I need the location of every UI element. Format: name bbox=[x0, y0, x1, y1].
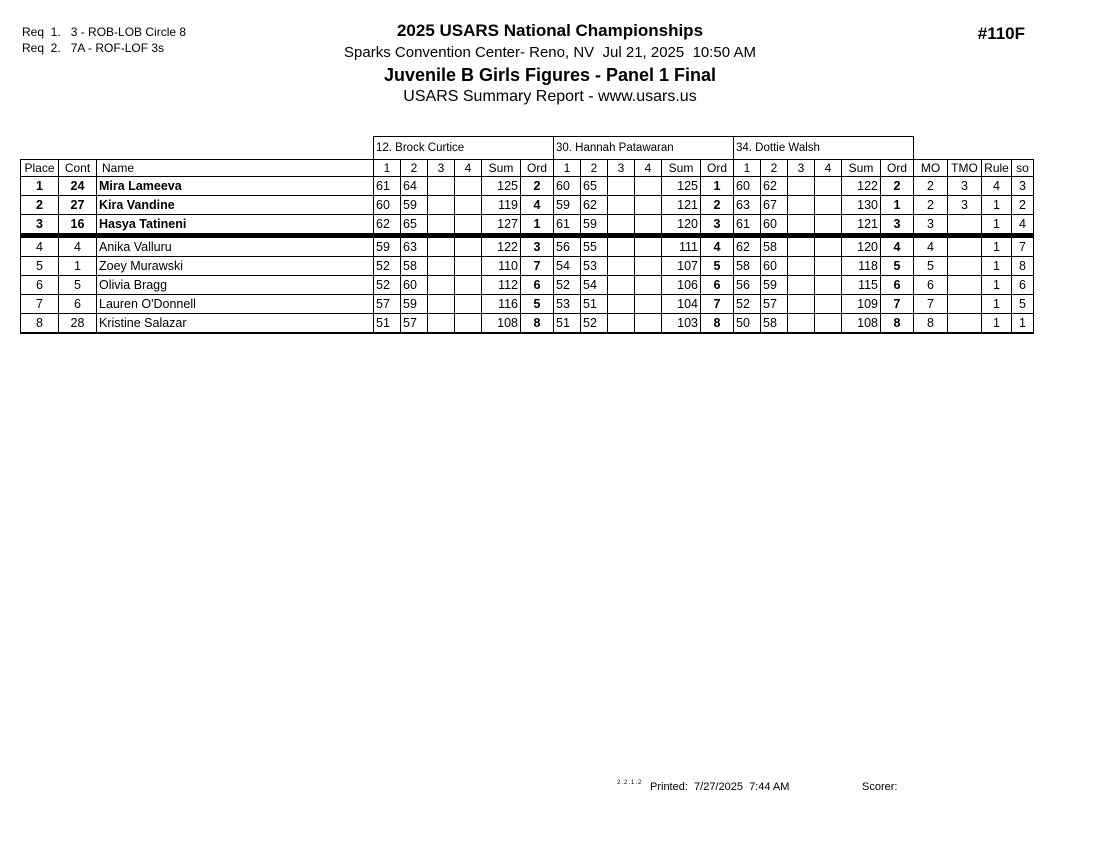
cell-skater-name: Kira Vandine bbox=[97, 196, 374, 215]
cell-rule: 1 bbox=[982, 257, 1012, 276]
cell-judge2-sum: 121 bbox=[662, 196, 701, 215]
cell-judge2-score3 bbox=[608, 314, 635, 334]
judge-row-right-spacer bbox=[914, 137, 1034, 160]
cell-judge2-score3 bbox=[608, 257, 635, 276]
cell-judge3-sum: 115 bbox=[842, 276, 881, 295]
cell-judge3-sum: 121 bbox=[842, 215, 881, 236]
cell-place: 4 bbox=[21, 236, 59, 257]
col-header-judge2-sum: Sum bbox=[662, 160, 701, 177]
cell-judge2-ord: 2 bbox=[701, 196, 734, 215]
col-header-judge2-ord: Ord bbox=[701, 160, 734, 177]
cell-skater-name: Lauren O'Donnell bbox=[97, 295, 374, 314]
cell-judge1-score4 bbox=[455, 276, 482, 295]
cell-judge1-score3 bbox=[428, 236, 455, 257]
cell-judge2-score4 bbox=[635, 295, 662, 314]
cell-skater-name: Kristine Salazar bbox=[97, 314, 374, 334]
cell-judge1-score1: 60 bbox=[374, 196, 401, 215]
cell-judge1-score1: 61 bbox=[374, 177, 401, 196]
cell-judge3-score1: 56 bbox=[734, 276, 761, 295]
cell-rule: 4 bbox=[982, 177, 1012, 196]
col-header-so: so bbox=[1012, 160, 1034, 177]
cell-judge1-score1: 62 bbox=[374, 215, 401, 236]
report-number: #110F bbox=[977, 24, 1025, 43]
cell-judge2-ord: 4 bbox=[701, 236, 734, 257]
cell-judge2-ord: 8 bbox=[701, 314, 734, 334]
cell-judge1-score3 bbox=[428, 276, 455, 295]
col-header-judge3-2: 2 bbox=[761, 160, 788, 177]
cell-judge3-score1: 50 bbox=[734, 314, 761, 334]
cell-judge1-score3 bbox=[428, 196, 455, 215]
cell-judge1-score2: 64 bbox=[401, 177, 428, 196]
cell-so: 5 bbox=[1012, 295, 1034, 314]
judge-header-row bbox=[21, 137, 1034, 160]
cell-judge1-ord: 2 bbox=[521, 177, 554, 196]
cell-judge2-sum: 120 bbox=[662, 215, 701, 236]
col-header-judge2-3: 3 bbox=[608, 160, 635, 177]
cell-judge1-score2: 59 bbox=[401, 295, 428, 314]
cell-judge2-score2: 51 bbox=[581, 295, 608, 314]
software-version: 2.2.1.2 bbox=[617, 780, 643, 786]
cell-judge2-score4 bbox=[635, 276, 662, 295]
cell-judge1-ord: 4 bbox=[521, 196, 554, 215]
cell-judge1-score4 bbox=[455, 295, 482, 314]
col-header-judge3-sum: Sum bbox=[842, 160, 881, 177]
cell-judge1-ord: 6 bbox=[521, 276, 554, 295]
cell-judge1-score4 bbox=[455, 257, 482, 276]
result-row bbox=[21, 295, 1034, 314]
cell-judge1-sum: 122 bbox=[482, 236, 521, 257]
cell-judge1-score4 bbox=[455, 215, 482, 236]
cell-judge2-score1: 51 bbox=[554, 314, 581, 334]
cell-judge2-sum: 104 bbox=[662, 295, 701, 314]
cell-judge1-sum: 116 bbox=[482, 295, 521, 314]
column-header-row bbox=[21, 160, 1034, 177]
cell-so: 3 bbox=[1012, 177, 1034, 196]
cell-mo: 5 bbox=[914, 257, 948, 276]
cell-skater-name: Hasya Tatineni bbox=[97, 215, 374, 236]
cell-judge3-score3 bbox=[788, 295, 815, 314]
cell-judge3-sum: 109 bbox=[842, 295, 881, 314]
event-title: Juvenile B Girls Figures - Panel 1 Final bbox=[383, 65, 717, 85]
cell-tmo bbox=[948, 257, 982, 276]
cell-judge2-ord: 1 bbox=[701, 177, 734, 196]
cell-judge2-sum: 103 bbox=[662, 314, 701, 334]
cell-judge3-score4 bbox=[815, 215, 842, 236]
cell-judge3-ord: 2 bbox=[881, 177, 914, 196]
cell-place: 2 bbox=[21, 196, 59, 215]
cell-judge2-score1: 52 bbox=[554, 276, 581, 295]
cell-cont: 16 bbox=[59, 215, 97, 236]
cell-rule: 1 bbox=[982, 215, 1012, 236]
col-header-judge1-2: 2 bbox=[401, 160, 428, 177]
cell-judge2-score4 bbox=[635, 236, 662, 257]
cell-judge1-score1: 52 bbox=[374, 276, 401, 295]
cell-judge1-score4 bbox=[455, 314, 482, 334]
cell-judge3-ord: 5 bbox=[881, 257, 914, 276]
cell-rule: 1 bbox=[982, 236, 1012, 257]
judge-3-header: 34. Dottie Walsh bbox=[734, 137, 914, 160]
cell-tmo bbox=[948, 295, 982, 314]
cell-place: 3 bbox=[21, 215, 59, 236]
cell-judge2-score3 bbox=[608, 215, 635, 236]
cell-judge2-score1: 60 bbox=[554, 177, 581, 196]
cell-judge3-score4 bbox=[815, 196, 842, 215]
cell-skater-name: Olivia Bragg bbox=[97, 276, 374, 295]
cell-judge3-score1: 63 bbox=[734, 196, 761, 215]
col-header-place: Place bbox=[21, 160, 59, 177]
cell-judge2-score2: 62 bbox=[581, 196, 608, 215]
cell-judge3-score3 bbox=[788, 196, 815, 215]
cell-place: 5 bbox=[21, 257, 59, 276]
cell-judge1-score1: 57 bbox=[374, 295, 401, 314]
cell-skater-name: Mira Lameeva bbox=[97, 177, 374, 196]
cell-judge3-ord: 6 bbox=[881, 276, 914, 295]
cell-tmo: 3 bbox=[948, 196, 982, 215]
cell-judge1-score2: 58 bbox=[401, 257, 428, 276]
result-row bbox=[21, 215, 1034, 236]
cell-judge2-score2: 53 bbox=[581, 257, 608, 276]
cell-judge1-score1: 51 bbox=[374, 314, 401, 334]
cell-judge3-ord: 3 bbox=[881, 215, 914, 236]
cell-judge2-sum: 107 bbox=[662, 257, 701, 276]
cell-judge3-score2: 57 bbox=[761, 295, 788, 314]
cell-so: 2 bbox=[1012, 196, 1034, 215]
cell-judge2-score2: 54 bbox=[581, 276, 608, 295]
cell-judge2-ord: 6 bbox=[701, 276, 734, 295]
cell-judge2-score1: 54 bbox=[554, 257, 581, 276]
cell-judge1-sum: 125 bbox=[482, 177, 521, 196]
cell-judge3-score1: 60 bbox=[734, 177, 761, 196]
cell-mo: 8 bbox=[914, 314, 948, 334]
cell-judge1-sum: 110 bbox=[482, 257, 521, 276]
cell-rule: 1 bbox=[982, 276, 1012, 295]
cell-judge2-score4 bbox=[635, 314, 662, 334]
results-table bbox=[20, 136, 1034, 334]
cell-judge3-score2: 58 bbox=[761, 314, 788, 334]
cell-tmo bbox=[948, 236, 982, 257]
cell-mo: 7 bbox=[914, 295, 948, 314]
cell-mo: 2 bbox=[914, 196, 948, 215]
cell-rule: 1 bbox=[982, 314, 1012, 334]
col-header-judge1-ord: Ord bbox=[521, 160, 554, 177]
cell-judge1-ord: 1 bbox=[521, 215, 554, 236]
cell-rule: 1 bbox=[982, 295, 1012, 314]
cell-judge3-sum: 130 bbox=[842, 196, 881, 215]
cell-judge2-score3 bbox=[608, 177, 635, 196]
cell-tmo bbox=[948, 314, 982, 334]
cell-so: 8 bbox=[1012, 257, 1034, 276]
cell-judge1-sum: 108 bbox=[482, 314, 521, 334]
championship-title: 2025 USARS National Championships bbox=[396, 21, 704, 40]
cell-judge3-score2: 60 bbox=[761, 215, 788, 236]
col-header-judge1-sum: Sum bbox=[482, 160, 521, 177]
cell-judge3-ord: 8 bbox=[881, 314, 914, 334]
cell-judge2-ord: 5 bbox=[701, 257, 734, 276]
cell-judge1-ord: 3 bbox=[521, 236, 554, 257]
cell-judge2-score2: 55 bbox=[581, 236, 608, 257]
col-header-judge1-3: 3 bbox=[428, 160, 455, 177]
cell-judge2-score3 bbox=[608, 295, 635, 314]
cell-judge1-score4 bbox=[455, 196, 482, 215]
cell-so: 4 bbox=[1012, 215, 1034, 236]
cell-judge1-score2: 60 bbox=[401, 276, 428, 295]
cell-judge1-score2: 57 bbox=[401, 314, 428, 334]
printed-timestamp: Printed: 7/27/2025 7:44 AM bbox=[650, 781, 790, 793]
cell-judge3-score4 bbox=[815, 295, 842, 314]
result-row bbox=[21, 276, 1034, 295]
cell-judge1-score2: 59 bbox=[401, 196, 428, 215]
judge-2-header: 30. Hannah Patawaran bbox=[554, 137, 734, 160]
cell-judge2-score1: 59 bbox=[554, 196, 581, 215]
cell-judge2-score3 bbox=[608, 236, 635, 257]
judge-1-header: 12. Brock Curtice bbox=[374, 137, 554, 160]
report-type-line: USARS Summary Report - www.usars.us bbox=[403, 88, 697, 105]
cell-judge3-score1: 61 bbox=[734, 215, 761, 236]
cell-judge2-score3 bbox=[608, 276, 635, 295]
cell-judge1-score3 bbox=[428, 257, 455, 276]
cell-judge2-score2: 65 bbox=[581, 177, 608, 196]
cell-judge3-ord: 4 bbox=[881, 236, 914, 257]
cell-judge2-sum: 111 bbox=[662, 236, 701, 257]
req-line-1: Req 1. 3 - ROB-LOB Circle 8 bbox=[22, 25, 187, 39]
cell-judge2-score1: 53 bbox=[554, 295, 581, 314]
cell-judge3-score3 bbox=[788, 236, 815, 257]
cell-judge2-score4 bbox=[635, 196, 662, 215]
cell-judge2-score3 bbox=[608, 196, 635, 215]
cell-judge3-score2: 60 bbox=[761, 257, 788, 276]
cell-judge1-score1: 52 bbox=[374, 257, 401, 276]
cell-judge3-score1: 52 bbox=[734, 295, 761, 314]
cell-so: 1 bbox=[1012, 314, 1034, 334]
cell-mo: 6 bbox=[914, 276, 948, 295]
cell-judge3-sum: 120 bbox=[842, 236, 881, 257]
cell-judge3-ord: 7 bbox=[881, 295, 914, 314]
col-header-tmo: TMO bbox=[948, 160, 982, 177]
judge-row-left-spacer bbox=[21, 137, 374, 160]
title-block bbox=[0, 20, 1100, 108]
cell-judge2-ord: 3 bbox=[701, 215, 734, 236]
req-line-2: Req 2. 7A - ROF-LOF 3s bbox=[22, 41, 165, 55]
cell-judge3-score3 bbox=[788, 215, 815, 236]
col-header-judge3-ord: Ord bbox=[881, 160, 914, 177]
cell-judge3-score2: 67 bbox=[761, 196, 788, 215]
cell-tmo: 3 bbox=[948, 177, 982, 196]
cell-judge2-score4 bbox=[635, 257, 662, 276]
cell-judge3-score2: 59 bbox=[761, 276, 788, 295]
cell-judge1-score3 bbox=[428, 295, 455, 314]
cell-cont: 24 bbox=[59, 177, 97, 196]
cell-mo: 4 bbox=[914, 236, 948, 257]
col-header-judge2-1: 1 bbox=[554, 160, 581, 177]
col-header-judge1-1: 1 bbox=[374, 160, 401, 177]
cell-judge1-score4 bbox=[455, 236, 482, 257]
cell-judge3-sum: 108 bbox=[842, 314, 881, 334]
cell-so: 6 bbox=[1012, 276, 1034, 295]
cell-tmo bbox=[948, 276, 982, 295]
cell-judge2-ord: 7 bbox=[701, 295, 734, 314]
cell-judge3-score4 bbox=[815, 276, 842, 295]
cell-skater-name: Zoey Murawski bbox=[97, 257, 374, 276]
col-header-judge3-1: 1 bbox=[734, 160, 761, 177]
cell-judge3-score4 bbox=[815, 236, 842, 257]
cell-place: 1 bbox=[21, 177, 59, 196]
cell-judge2-score1: 61 bbox=[554, 215, 581, 236]
scorer-label: Scorer: bbox=[862, 781, 898, 793]
cell-skater-name: Anika Valluru bbox=[97, 236, 374, 257]
cell-judge1-ord: 8 bbox=[521, 314, 554, 334]
cell-cont: 5 bbox=[59, 276, 97, 295]
cell-judge1-score2: 63 bbox=[401, 236, 428, 257]
result-row bbox=[21, 257, 1034, 276]
cell-judge1-sum: 127 bbox=[482, 215, 521, 236]
cell-judge2-score4 bbox=[635, 215, 662, 236]
cell-judge3-score3 bbox=[788, 257, 815, 276]
cell-mo: 3 bbox=[914, 215, 948, 236]
cell-place: 6 bbox=[21, 276, 59, 295]
cell-cont: 4 bbox=[59, 236, 97, 257]
cell-mo: 2 bbox=[914, 177, 948, 196]
col-header-judge3-4: 4 bbox=[815, 160, 842, 177]
cell-judge3-score3 bbox=[788, 276, 815, 295]
cell-judge1-score2: 65 bbox=[401, 215, 428, 236]
cell-judge3-score4 bbox=[815, 314, 842, 334]
cell-judge2-sum: 106 bbox=[662, 276, 701, 295]
cell-cont: 1 bbox=[59, 257, 97, 276]
cell-tmo bbox=[948, 215, 982, 236]
cell-cont: 28 bbox=[59, 314, 97, 334]
cell-judge3-score1: 58 bbox=[734, 257, 761, 276]
result-row bbox=[21, 196, 1034, 215]
cell-judge1-ord: 5 bbox=[521, 295, 554, 314]
col-header-name: Name bbox=[97, 160, 374, 177]
result-row bbox=[21, 177, 1034, 196]
col-header-judge3-3: 3 bbox=[788, 160, 815, 177]
cell-judge1-ord: 7 bbox=[521, 257, 554, 276]
cell-judge3-score4 bbox=[815, 257, 842, 276]
cell-judge1-score3 bbox=[428, 177, 455, 196]
cell-judge3-score3 bbox=[788, 177, 815, 196]
col-header-judge1-4: 4 bbox=[455, 160, 482, 177]
col-header-mo: MO bbox=[914, 160, 948, 177]
col-header-judge2-4: 4 bbox=[635, 160, 662, 177]
result-row bbox=[21, 314, 1034, 334]
cell-judge3-score4 bbox=[815, 177, 842, 196]
cell-judge3-score2: 62 bbox=[761, 177, 788, 196]
venue-date-line: Sparks Convention Center- Reno, NV Jul 21, 2025 10:50 AM bbox=[344, 44, 756, 61]
results-table-body bbox=[21, 177, 1034, 334]
cell-rule: 1 bbox=[982, 196, 1012, 215]
result-row bbox=[21, 236, 1034, 257]
cell-judge1-score4 bbox=[455, 177, 482, 196]
cell-judge3-sum: 122 bbox=[842, 177, 881, 196]
cell-judge2-score2: 52 bbox=[581, 314, 608, 334]
col-header-judge2-2: 2 bbox=[581, 160, 608, 177]
cell-place: 7 bbox=[21, 295, 59, 314]
cell-judge3-score2: 58 bbox=[761, 236, 788, 257]
cell-so: 7 bbox=[1012, 236, 1034, 257]
cell-judge3-sum: 118 bbox=[842, 257, 881, 276]
cell-judge2-sum: 125 bbox=[662, 177, 701, 196]
cell-judge2-score1: 56 bbox=[554, 236, 581, 257]
cell-judge3-ord: 1 bbox=[881, 196, 914, 215]
cell-judge1-score1: 59 bbox=[374, 236, 401, 257]
cell-judge1-score3 bbox=[428, 314, 455, 334]
cell-place: 8 bbox=[21, 314, 59, 334]
cell-judge1-score3 bbox=[428, 215, 455, 236]
cell-cont: 6 bbox=[59, 295, 97, 314]
cell-judge2-score4 bbox=[635, 177, 662, 196]
col-header-cont: Cont bbox=[59, 160, 97, 177]
cell-judge1-sum: 119 bbox=[482, 196, 521, 215]
cell-judge3-score1: 62 bbox=[734, 236, 761, 257]
cell-cont: 27 bbox=[59, 196, 97, 215]
cell-judge2-score2: 59 bbox=[581, 215, 608, 236]
cell-judge3-score3 bbox=[788, 314, 815, 334]
cell-judge1-sum: 112 bbox=[482, 276, 521, 295]
col-header-rule: Rule bbox=[982, 160, 1012, 177]
